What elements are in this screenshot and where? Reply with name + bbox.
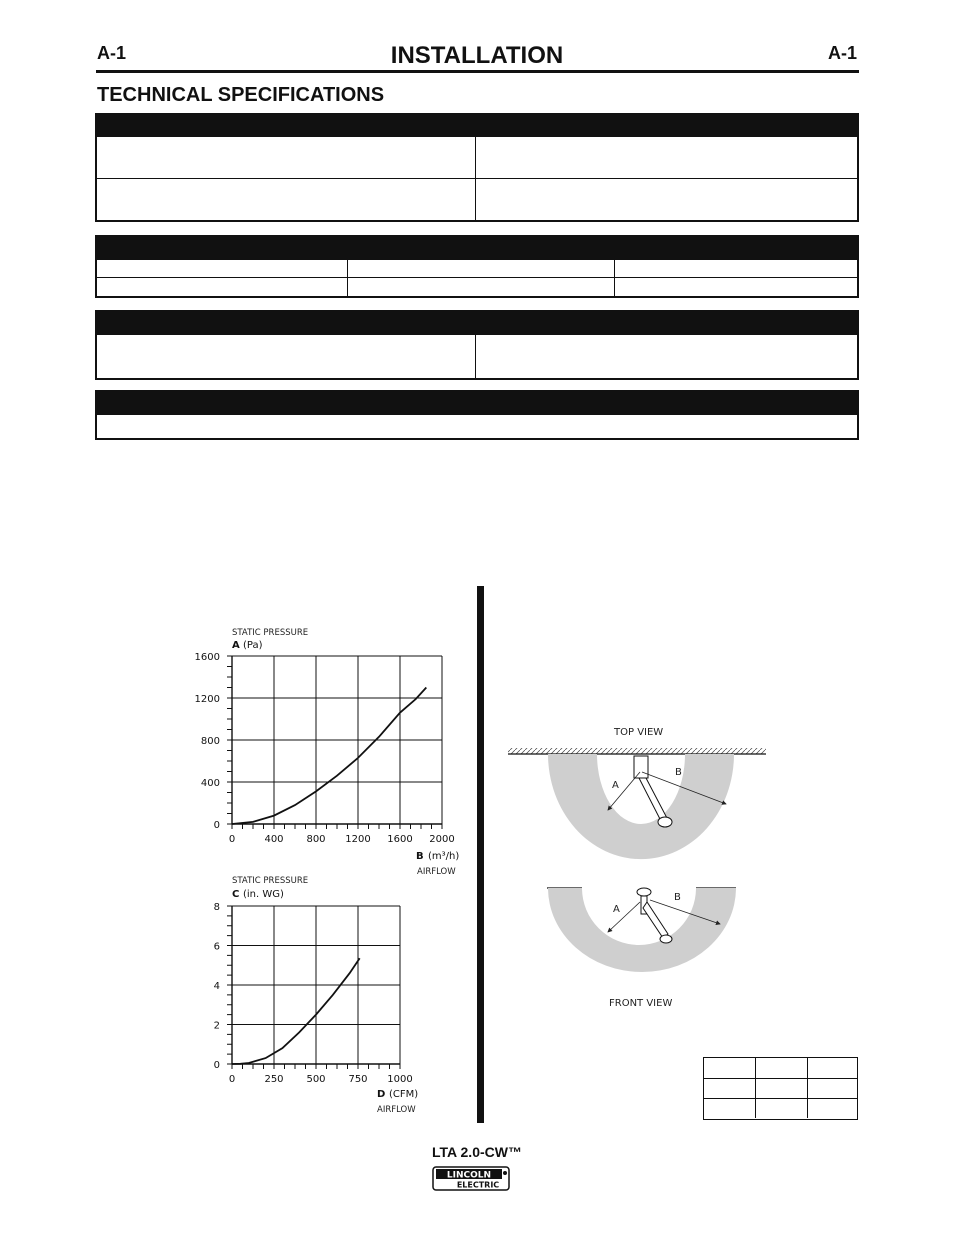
table-cell bbox=[704, 1099, 755, 1118]
page-number-left: A-1 bbox=[97, 43, 127, 63]
label-b: B bbox=[675, 767, 682, 778]
y-tick-label: 4 bbox=[213, 981, 220, 992]
table-cell bbox=[704, 1079, 755, 1098]
logo-line2: ELECTRIC bbox=[456, 1180, 500, 1190]
chart-ylabel-letter: A bbox=[232, 640, 240, 651]
table-cell bbox=[347, 278, 614, 296]
chart-ylabel-unit: (Pa) bbox=[243, 640, 263, 651]
chart-ylabel-top: STATIC PRESSURE bbox=[232, 876, 309, 886]
y-tick-label: 1600 bbox=[194, 652, 220, 663]
chart-xlabel-bottom: AIRFLOW bbox=[417, 867, 456, 877]
table-cell bbox=[614, 260, 857, 277]
arm-mount-icon bbox=[637, 888, 651, 896]
chart-xlabel-bottom: AIRFLOW bbox=[377, 1105, 416, 1115]
header-rule bbox=[96, 70, 859, 73]
x-tick-label: 0 bbox=[228, 1074, 236, 1085]
page-title: INSTALLATION bbox=[390, 42, 564, 69]
fan-curve-chart-imperial bbox=[180, 870, 480, 1118]
x-tick-label: 750 bbox=[348, 1074, 368, 1085]
fan-curve-chart-metric bbox=[180, 622, 480, 884]
x-tick-label: 500 bbox=[306, 1074, 326, 1085]
chart-ylabel-top: STATIC PRESSURE bbox=[232, 628, 309, 638]
chart-plot-area bbox=[214, 902, 413, 1085]
table-row bbox=[97, 136, 857, 178]
label-a: A bbox=[612, 780, 619, 791]
y-tick-label: 0 bbox=[213, 820, 220, 831]
table-row bbox=[97, 414, 857, 438]
table-row bbox=[704, 1078, 857, 1098]
label-b: B bbox=[674, 892, 681, 903]
series-line bbox=[232, 958, 360, 1064]
chart-xlabel-unit: (m³/h) bbox=[428, 851, 460, 862]
spec-table-2-header bbox=[97, 237, 857, 259]
label-a: A bbox=[613, 904, 620, 915]
y-tick-label: 8 bbox=[213, 902, 220, 913]
y-tick-label: 6 bbox=[213, 941, 220, 953]
table-cell bbox=[347, 260, 614, 277]
arm-icon bbox=[639, 778, 668, 823]
section-title: TECHNICAL SPECIFICATIONS bbox=[97, 84, 385, 106]
arm-icon bbox=[643, 902, 668, 938]
lincoln-electric-logo bbox=[432, 1166, 512, 1192]
table-cell bbox=[475, 335, 857, 378]
table-cell bbox=[755, 1099, 807, 1118]
table-cell bbox=[755, 1058, 807, 1078]
chart-xlabel-unit: (CFM) bbox=[389, 1089, 419, 1100]
table-cell bbox=[475, 137, 857, 178]
table-cell bbox=[807, 1079, 857, 1098]
table-row bbox=[97, 178, 857, 220]
spec-table-1 bbox=[95, 113, 859, 222]
hood-icon bbox=[660, 935, 672, 943]
table-cell bbox=[97, 137, 475, 178]
chart-xlabel-letter: D bbox=[377, 1089, 386, 1100]
chart-ylabel-letter: C bbox=[232, 889, 240, 900]
wall-hatch bbox=[508, 748, 766, 754]
table-cell bbox=[475, 179, 857, 220]
table-cell bbox=[755, 1079, 807, 1098]
spec-table-3-header bbox=[97, 312, 857, 334]
table-cell bbox=[807, 1058, 857, 1078]
page-number-right: A-1 bbox=[827, 43, 857, 63]
x-tick-label: 800 bbox=[306, 834, 326, 845]
chart-ylabel-unit: (in. WG) bbox=[243, 889, 284, 900]
table-cell bbox=[97, 260, 347, 277]
table-row bbox=[704, 1058, 857, 1078]
x-tick-label: 1600 bbox=[387, 834, 413, 845]
table-row bbox=[97, 259, 857, 277]
y-tick-label: 800 bbox=[200, 736, 220, 747]
arm-dimensions-table bbox=[703, 1057, 858, 1120]
chart-xlabel-letter: B bbox=[416, 851, 424, 862]
table-cell bbox=[97, 278, 347, 296]
y-tick-label: 2 bbox=[213, 1020, 220, 1032]
y-tick-label: 0 bbox=[213, 1060, 220, 1071]
arm-mount-icon bbox=[634, 756, 648, 778]
model-name: LTA 2.0-CW™ bbox=[432, 1144, 522, 1160]
table-cell bbox=[97, 415, 857, 438]
table-cell bbox=[97, 335, 475, 378]
radius-a-arrow bbox=[608, 772, 640, 810]
x-tick-label: 400 bbox=[264, 834, 284, 845]
x-tick-label: 2000 bbox=[429, 834, 455, 845]
table-cell bbox=[614, 278, 857, 296]
x-tick-label: 0 bbox=[228, 834, 236, 845]
column-divider bbox=[477, 586, 484, 1123]
table-row bbox=[97, 334, 857, 378]
table-cell bbox=[704, 1058, 755, 1078]
spec-table-3 bbox=[95, 310, 859, 380]
spec-table-4 bbox=[95, 390, 859, 440]
spec-table-1-header bbox=[97, 115, 857, 136]
x-tick-label: 250 bbox=[264, 1074, 284, 1085]
y-tick-label: 1200 bbox=[194, 694, 220, 705]
table-cell bbox=[807, 1099, 857, 1118]
table-cell bbox=[97, 179, 475, 220]
hood-icon bbox=[658, 817, 672, 827]
x-tick-label: 1000 bbox=[387, 1074, 413, 1085]
chart-plot-area bbox=[195, 652, 455, 845]
arm-reach-diagram bbox=[500, 720, 780, 1020]
x-tick-label: 1200 bbox=[345, 834, 371, 845]
table-row bbox=[97, 277, 857, 296]
spec-table-4-header bbox=[97, 392, 857, 414]
series-line bbox=[232, 688, 426, 825]
logo-line1: LINCOLN bbox=[446, 1170, 492, 1181]
spec-table-2 bbox=[95, 235, 859, 298]
y-tick-label: 400 bbox=[200, 778, 220, 789]
top-view-label: TOP VIEW bbox=[614, 727, 664, 738]
table-row bbox=[704, 1098, 857, 1118]
front-view-label: FRONT VIEW bbox=[609, 998, 673, 1009]
